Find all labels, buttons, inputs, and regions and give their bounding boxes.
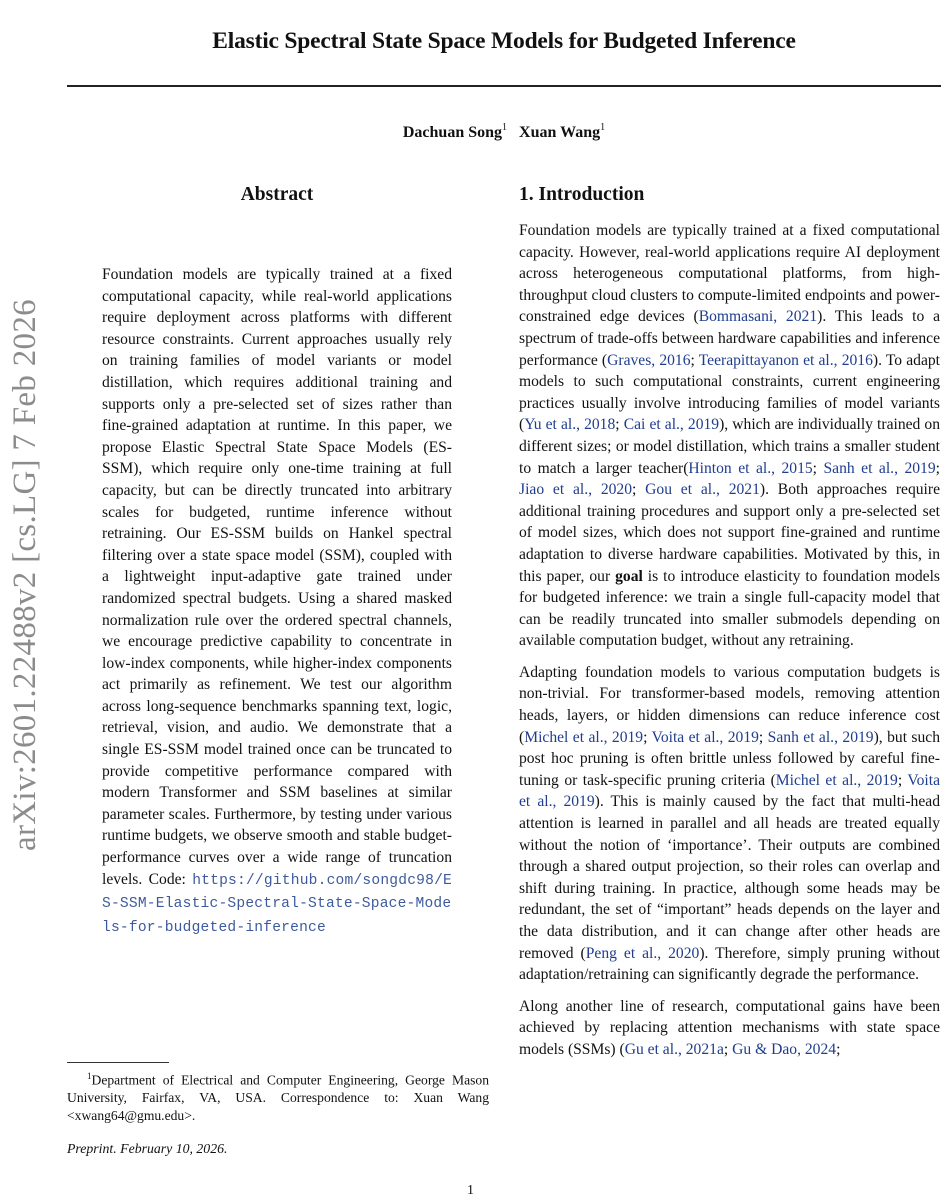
paragraph-text: ;	[643, 728, 652, 746]
introduction-heading: 1. Introduction	[519, 184, 645, 205]
author-affiliation-marker: 1	[502, 122, 508, 133]
citation-link[interactable]: Voita et al., 2019	[651, 728, 759, 746]
paragraph-text: ). This is mainly caused by the fact that multi-head attention is learned in parallel and all heads are treated equally without the notion of ‘importance’. Their outputs are combined through a shared output projection, so their roles can overlap and shift during training. In practice, although some heads may be redundant, the set of “important” heads depends on the layer and the data distribution, and it can change after other heads are removed (	[519, 793, 940, 962]
paragraph-text: ). This leads to a spectrum of trade-offs between hardware capabilities and inference performance (	[519, 308, 941, 369]
author-name: Dachuan Song	[402, 124, 503, 141]
paragraph-text: ;	[812, 459, 824, 477]
author-list	[67, 124, 941, 142]
citation-link[interactable]: Hinton et al., 2015	[688, 459, 813, 477]
arxiv-identifier-stamp: arXiv:2601.22488v2 [cs.LG] 7 Feb 2026	[7, 299, 43, 851]
paragraph-text: ;	[723, 1040, 733, 1058]
abstract-text: Foundation models are typically trained at a fixed computational capacity, while real-world applications require deployment across platforms with different resource constraints. Current approaches usually rely on training families of model variants or model distillation, which requires additional training and supports only a pre-selected set of sizes rather than fine-grained adaptation at runtime. In this paper, we propose Elastic Spectral State Space Models (ES-SSM), which require only one-time training at full capacity, but can be directly truncated into arbitrary scales for budgeted, runtime inference without retraining. Our ES-SSM builds on Hankel spectral filtering over a state space model (SSM), coupled with a lightweight input-adaptive gate trained under randomized spectral budgets. Using a shared masked normalization rule over the ordered spectral channels, we encourage predictive capability to concentrate in low-index components, while higher-index components act primarily as refinement. We test our algorithm across long-sequence benchmarks spanning text, logic, retrieval, vision, and audio. We demonstrate that a single ES-SSM model trained once can be truncated to provide competitive performance compared with modern Transformer and SSM baselines at similar parameter scales. Furthermore, by testing under various runtime budgets, we observe smooth and stable budget-performance curves over a wide range of truncation levels. Code:	[102, 266, 452, 888]
affiliation-footnote	[67, 1068, 489, 1124]
paragraph-text: ;	[632, 481, 646, 499]
title-rule	[67, 85, 941, 87]
citation-link[interactable]: Peng et al., 2020	[585, 944, 700, 962]
paragraph-text: ;	[615, 416, 624, 434]
footnote-rule	[67, 1062, 169, 1063]
citation-link[interactable]: Sanh et al., 2019	[767, 728, 874, 746]
citation-link[interactable]: Gu & Dao, 2024	[732, 1040, 837, 1058]
introduction-paragraph	[519, 662, 940, 986]
citation-link[interactable]: Bommasani, 2021	[698, 308, 818, 326]
paragraph-text: is to introduce elasticity to foundation models for budgeted inference: we train a single full-capacity model that can be readily truncated into smaller submodels depending on available computation budget, without any retraining.	[519, 567, 941, 650]
code-repository-link[interactable]: https://github.com/songdc98/ES-SSM-Elastic-Spectral-State-Space-Models-for-budgeted-inference	[102, 872, 452, 936]
paragraph-text: ), which are individually trained on different sizes; or model distillation, which trains a smaller student to match a larger teacher(	[519, 416, 941, 477]
paper-title: Elastic Spectral State Space Models for Budgeted Inference	[212, 28, 796, 54]
citation-link[interactable]: Michel et al., 2019	[775, 771, 898, 789]
paragraph-text: ), but such post hoc pruning is often brittle unless followed by careful fine-tuning or task-specific pruning criteria (	[519, 728, 941, 789]
citation-link[interactable]: Jiao et al., 2020	[519, 481, 633, 499]
citation-link[interactable]: Gou et al., 2021	[645, 481, 760, 499]
page-number: 1	[467, 1183, 474, 1198]
introduction-paragraph	[519, 220, 940, 652]
author-name: Xuan Wang	[519, 124, 601, 141]
footnote-marker: 1	[87, 1071, 92, 1081]
paragraph-text: ). Both approaches require additional training procedures and support only a pre-selected set of model sizes, which does not support fine-grained and runtime adaptation to diverse hardware capabilities. Motivated by this, in this paper, our	[519, 481, 941, 585]
paragraph-text: ;	[836, 1040, 841, 1058]
citation-link[interactable]: Voita et al., 2019	[519, 771, 940, 811]
introduction-body	[519, 220, 940, 1071]
emphasis-text: goal	[615, 567, 643, 585]
abstract-body	[102, 264, 452, 939]
paragraph-text: ). To adapt models to such computational constraints, current engineering practices usually involve introducing families of model variants (	[519, 351, 940, 434]
paragraph-text: Adapting foundation models to various computation budgets is non-trivial. For transformer-based models, removing attention heads, layers, or hidden dimensions can reduce inference cost (	[519, 663, 940, 746]
paragraph-text: ;	[935, 459, 940, 477]
paragraph-text: ). Therefore, simply pruning without adaptation/retraining can significantly degrade the performance.	[519, 944, 940, 984]
citation-link[interactable]: Sanh et al., 2019	[823, 459, 936, 477]
citation-link[interactable]: Yu et al., 2018	[524, 416, 616, 434]
paragraph-text: ;	[897, 771, 908, 789]
citation-link[interactable]: Graves, 2016	[607, 351, 691, 369]
author-affiliation-marker: 1	[600, 122, 606, 133]
citation-link[interactable]: Michel et al., 2019	[524, 728, 644, 746]
introduction-paragraph	[519, 996, 940, 1061]
citation-link[interactable]: Cai et al., 2019	[623, 416, 720, 434]
citation-link[interactable]: Gu et al., 2021a	[624, 1040, 724, 1058]
paragraph-text: Along another line of research, computational gains have been achieved by replacing attention mechanisms with state space models (SSMs) (	[519, 997, 940, 1058]
paragraph-text: Foundation models are typically trained at a fixed computational capacity. However, real-world applications require AI deployment across heterogeneous computational platforms, from high-throughput cloud clusters to compute-limited endpoints and power-constrained edge devices (	[519, 222, 940, 326]
abstract-heading: Abstract	[240, 184, 314, 205]
citation-link[interactable]: Teerapittayanon et al., 2016	[698, 351, 873, 369]
paragraph-text: ;	[758, 728, 768, 746]
paragraph-text: ;	[690, 351, 699, 369]
preprint-notice: Preprint. February 10, 2026.	[67, 1141, 228, 1156]
footnote-text: Department of Electrical and Computer Engineering, George Mason University, Fairfax, VA, USA. Correspondence to: Xuan Wang <xwang64@gmu.edu>.	[67, 1072, 489, 1123]
